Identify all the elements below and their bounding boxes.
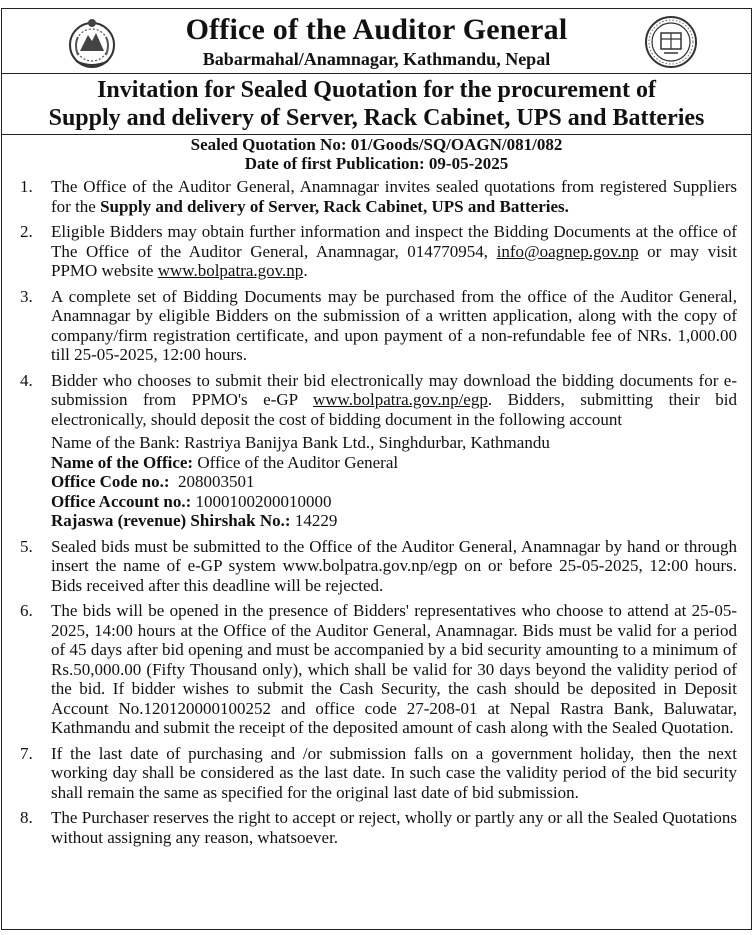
field-label: Name of the Office: [51, 452, 194, 472]
clause-text: If the last date of purchasing and /or submission falls on a government holiday, then the next working day shall be considered as the last date. In such case the validity period of the bid security shall remain the same as specified for the original last date of bid submission. [51, 743, 737, 802]
office-code-row [51, 472, 751, 492]
clause-number: 5. [20, 536, 33, 556]
banner-line-2: Supply and delivery of Server, Rack Cabinet, UPS and Batteries [48, 105, 705, 131]
clause-text: The Purchaser reserves the right to accept or reject, wholly or partly any or all the Sealed Quotations without assigning any reason, whatsoever. [51, 808, 737, 847]
office-name-row [51, 453, 751, 473]
field-value: Office of the Auditor General [193, 452, 399, 472]
field-value: 14229 [290, 511, 338, 530]
oag-seal-icon [644, 15, 698, 69]
quotation-number: Sealed Quotation No: 01/Goods/SQ/OAGN/081/082 [190, 135, 563, 154]
clause-text: or may visit PPMO website [51, 241, 738, 280]
website-link[interactable]: www.bolpatra.gov.np [157, 261, 304, 280]
reference-block [2, 135, 751, 173]
clause-8 [2, 808, 751, 847]
clause-1 [2, 177, 751, 216]
office-account-row [51, 492, 751, 512]
clause-list [2, 177, 751, 853]
header [2, 9, 751, 75]
clause-number: 6. [20, 601, 33, 620]
field-value: 208003501 [169, 472, 255, 491]
field-label: Rajaswa (revenue) Shirshak No.: [51, 511, 291, 530]
clause-6 [2, 601, 751, 738]
clause-text: The Office of the Auditor General, Anamnagar invites sealed quotations from registered Suppliers for the [51, 177, 737, 216]
clause-text: . [303, 261, 308, 280]
title-banner [2, 73, 751, 135]
clause-text: The bids will be opened in the presence of Bidders' representatives who choose to attend at 25-05-2025, 14:00 hours at the Office of the Auditor General, Anamnagar. Bids must be valid for a period of 45 days after bid opening and must be accompanied by a bid security amounting to a minimum of Rs.50,000.00 (Fifty Thousand only), which shall be valid for 30 days beyond the validity period of the bid. If bidder wishes to submit the Cash Security, the cash should be deposited in Deposit Account No.120120000100252 and office code 27-208-01 at Nepal Rastra Bank, Baluwatar, Kathmandu and submit the receipt of the deposited amount of cash along with the Sealed Quotation. [51, 601, 737, 737]
bank-details [2, 433, 751, 531]
field-label: Office Code no.: [51, 472, 170, 491]
clause-number: 1. [20, 177, 33, 196]
publication-date: Date of first Publication: 09-05-2025 [244, 154, 509, 173]
clause-number: 3. [20, 286, 33, 306]
clause-4 [2, 371, 751, 430]
office-address: Babarmahal/Anamnagar, Kathmandu, Nepal [202, 49, 551, 69]
clause-text: Sealed bids must be submitted to the Office of the Auditor General, Anamnagar by hand or through insert the name of e-GP system www.bolpatra.gov.np/egp on or before 25-05-2025, 12:00 hours. Bids received after this deadline will be rejected. [51, 536, 737, 595]
clause-2 [2, 222, 751, 281]
clause-text: Eligible Bidders may obtain further information and inspect the Bidding Documents at the office of The Office of the Auditor General, Anamnagar, 014770954, [51, 222, 737, 261]
clause-number: 8. [20, 808, 33, 827]
egp-link[interactable]: www.bolpatra.gov.np/egp [313, 390, 488, 409]
clause-5 [2, 537, 751, 596]
clause-number: 2. [20, 222, 33, 241]
banner-line-1: Invitation for Sealed Quotation for the procurement of [97, 77, 656, 103]
email-link[interactable]: info@oagnep.gov.np [496, 241, 639, 261]
revenue-row [51, 511, 751, 531]
clause-number: 7. [20, 743, 33, 763]
notice-border [1, 8, 752, 930]
clause-text: A complete set of Bidding Documents may be purchased from the office of the Auditor General, Anamnagar by eligible Bidders on the submission of a written application, along with the copy of company/firm registration certificate, and upon payment of a non-refundable fee of NRs. 1,000.00 till 25-05-2025, 12:00 hours. [51, 286, 737, 364]
field-value: 1000100200010000 [191, 491, 332, 511]
field-label: Office Account no.: [51, 491, 192, 511]
office-title: Office of the Auditor General [185, 13, 568, 46]
clause-text: . Bidders, submitting their bid electronically, should deposit the cost of bidding document in the following account [51, 390, 737, 429]
bank-name: Name of the Bank: Rastriya Banijya Bank Ltd., Singhdurbar, Kathmandu [51, 433, 550, 452]
procurement-subject: Supply and delivery of Server, Rack Cabinet, UPS and Batteries. [100, 196, 569, 216]
clause-text: Bidder who chooses to submit their bid electronically may download the bidding documents for e-submission from PPMO's e-GP [51, 370, 737, 409]
clause-7 [2, 744, 751, 803]
clause-3 [2, 287, 751, 365]
clause-number: 4. [20, 370, 33, 390]
